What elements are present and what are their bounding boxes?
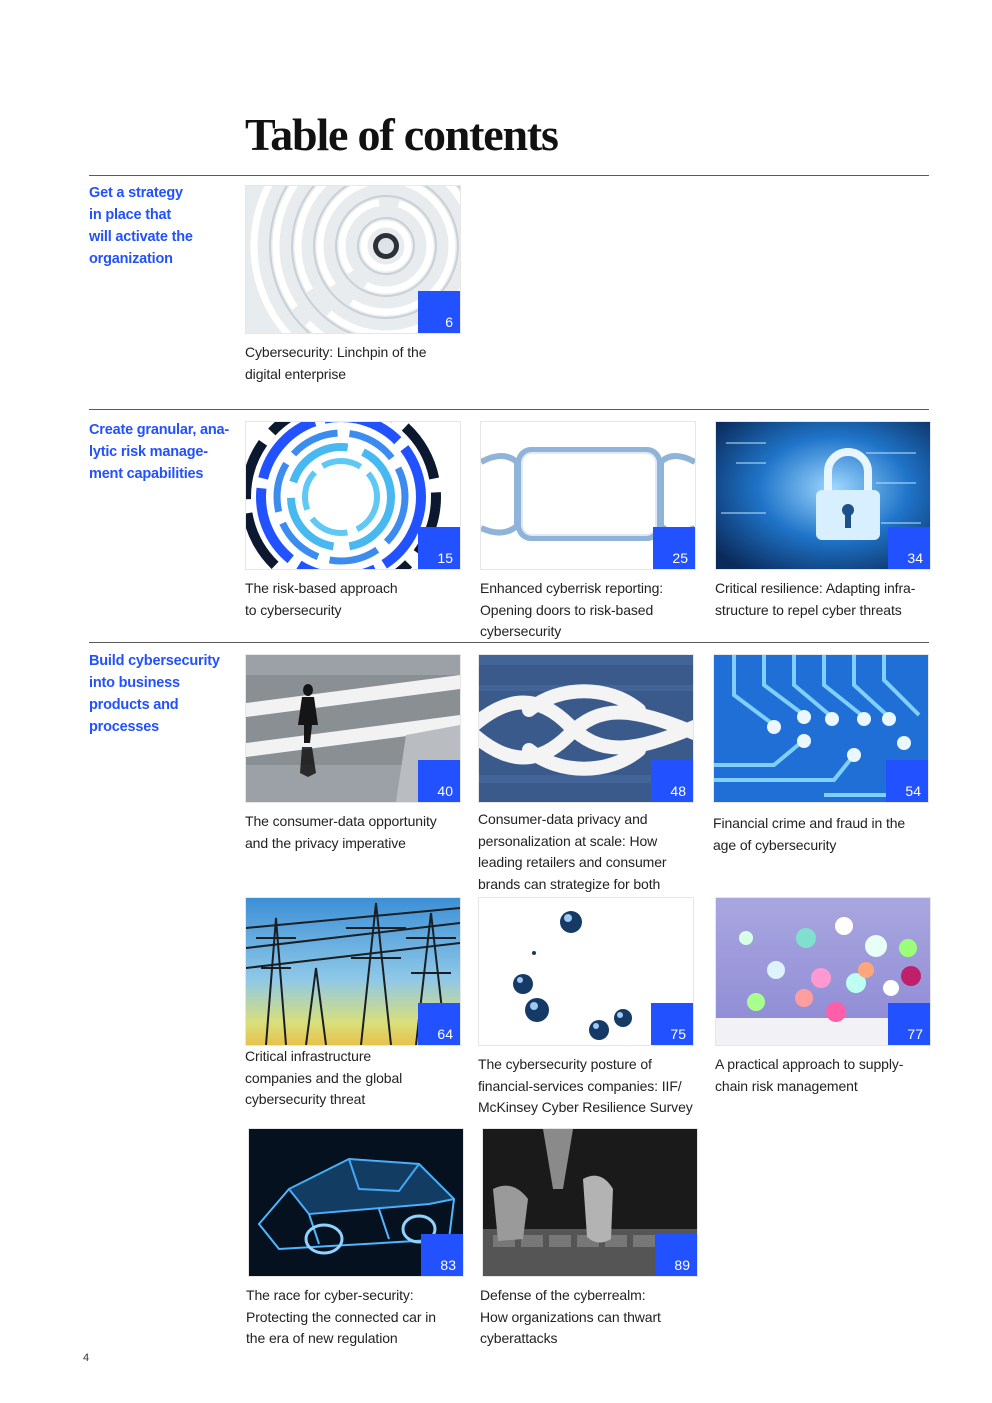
article-card[interactable] <box>482 1128 698 1350</box>
section-divider <box>89 409 929 410</box>
section-divider <box>89 175 929 176</box>
article-thumbnail[interactable] <box>248 1128 464 1277</box>
page-number-badge: 48 <box>651 760 693 802</box>
article-card[interactable] <box>478 897 694 1119</box>
page-number-badge: 25 <box>653 527 695 569</box>
article-title[interactable]: Consumer-data privacy and personalization at scale: How leading retailers and consumer brands can strategize for both <box>478 811 667 892</box>
article-title[interactable]: The cybersecurity posture of financial-services companies: IIF/ McKinsey Cyber Resilience Survey <box>478 1056 693 1115</box>
article-card[interactable] <box>715 897 931 1097</box>
article-title[interactable]: Critical resilience: Adapting infra- structure to repel cyber threats <box>715 580 916 618</box>
page-folio: 4 <box>83 1352 90 1364</box>
page-number-badge: 6 <box>418 291 460 333</box>
page-title: Table of contents <box>245 109 558 160</box>
article-card[interactable] <box>480 421 696 643</box>
article-title[interactable]: Cybersecurity: Linchpin of the digital enterprise <box>245 344 427 382</box>
article-thumbnail[interactable] <box>245 185 461 334</box>
section-heading-build: Build cybersecurity into business products and processes <box>89 653 220 735</box>
article-thumbnail[interactable] <box>245 421 461 570</box>
article-card[interactable] <box>478 654 694 895</box>
article-title[interactable]: Defense of the cyberrealm: How organizations can thwart cyberattacks <box>480 1287 661 1346</box>
section-heading-strategy: Get a strategy in place that will activate the organization <box>89 185 193 267</box>
article-thumbnail[interactable] <box>715 421 931 570</box>
article-thumbnail[interactable] <box>478 654 694 803</box>
article-card[interactable] <box>248 1128 464 1350</box>
article-title[interactable]: Critical infrastructure companies and the global cybersecurity threat <box>245 1048 403 1107</box>
page-number-badge: 75 <box>651 1003 693 1045</box>
article-title[interactable]: Financial crime and fraud in the age of cybersecurity <box>713 815 906 853</box>
article-card[interactable] <box>715 421 931 621</box>
article-thumbnail[interactable] <box>482 1128 698 1277</box>
article-title[interactable]: Enhanced cyberrisk reporting: Opening doors to risk-based cybersecurity <box>480 580 664 639</box>
section-heading-risk: Create granular, ana- lytic risk manage- ment capabilities <box>89 422 230 482</box>
page-number-badge: 77 <box>888 1003 930 1045</box>
article-thumbnail[interactable] <box>245 897 461 1046</box>
article-card[interactable] <box>245 185 461 385</box>
article-card[interactable] <box>245 654 461 854</box>
article-thumbnail[interactable] <box>480 421 696 570</box>
page-number-badge: 64 <box>418 1003 460 1045</box>
article-title[interactable]: A practical approach to supply- chain risk management <box>715 1056 904 1094</box>
article-thumbnail[interactable] <box>713 654 929 803</box>
article-thumbnail[interactable] <box>245 654 461 803</box>
article-thumbnail[interactable] <box>715 897 931 1046</box>
section-divider <box>89 642 929 643</box>
article-title[interactable]: The consumer-data opportunity and the privacy imperative <box>245 813 437 851</box>
page-number-badge: 54 <box>886 760 928 802</box>
page-number-badge: 15 <box>418 527 460 569</box>
article-thumbnail[interactable] <box>478 897 694 1046</box>
article-card[interactable] <box>245 421 461 621</box>
page-number-badge: 89 <box>655 1234 697 1276</box>
article-title[interactable]: The race for cyber-security: Protecting the connected car in the era of new regulation <box>246 1287 436 1346</box>
page-number-badge: 34 <box>888 527 930 569</box>
article-card[interactable] <box>713 654 929 856</box>
page-number-badge: 83 <box>421 1234 463 1276</box>
article-card[interactable] <box>245 897 461 1111</box>
page-number-badge: 40 <box>418 760 460 802</box>
article-title[interactable]: The risk-based approach to cybersecurity <box>245 580 398 618</box>
